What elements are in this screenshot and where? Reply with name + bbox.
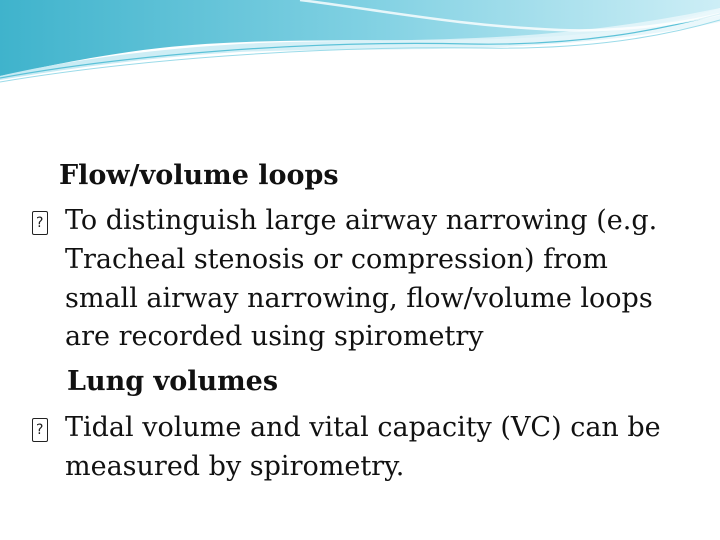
bullet-icon bbox=[32, 211, 48, 235]
bullet-text-line: To distinguish large airway narrowing (e.g. bbox=[65, 205, 658, 236]
bullet-text-line: are recorded using spirometry bbox=[65, 321, 484, 352]
bullet-text-line: Tidal volume and vital capacity (VC) can be bbox=[65, 412, 661, 443]
bullet-text-line: Tracheal stenosis or compression) from bbox=[65, 244, 608, 275]
section-heading-flow-volume-loops: Flow/volume loops bbox=[59, 160, 339, 191]
bullet-icon bbox=[32, 418, 48, 442]
bullet-text-line: small airway narrowing, flow/volume loops bbox=[65, 283, 653, 314]
section-heading-lung-volumes: Lung volumes bbox=[67, 366, 279, 397]
bullet-text-line: measured by spirometry. bbox=[65, 451, 405, 482]
